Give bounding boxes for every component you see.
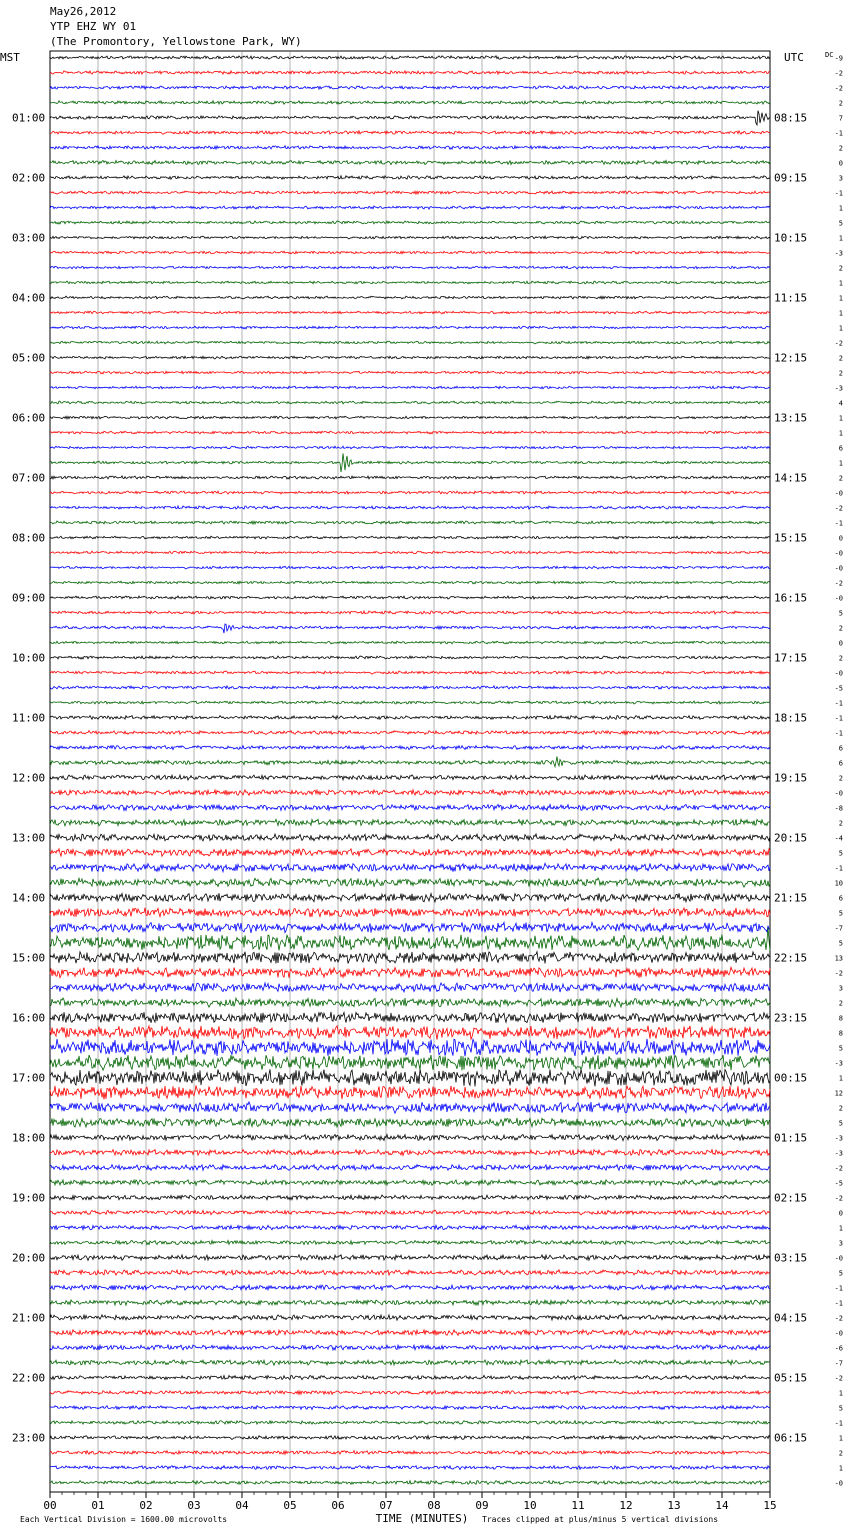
dc-label: DC [825, 51, 834, 59]
mst-hour-label: 16:00 [12, 1011, 46, 1025]
x-tick-label: 10 [523, 1499, 537, 1512]
dc-offset-value: 2 [838, 354, 843, 363]
seismic-trace [50, 1451, 770, 1455]
seismic-trace [50, 326, 770, 329]
seismic-trace [50, 1165, 770, 1171]
seismic-trace [50, 111, 770, 125]
dc-offset-value: -0 [834, 669, 843, 678]
dc-offset-value: 1 [838, 459, 843, 468]
dc-offset-value: 2 [838, 1104, 843, 1113]
x-tick-label: 14 [715, 1499, 729, 1512]
x-tick-label: 06 [331, 1499, 345, 1512]
seismic-trace [50, 624, 770, 633]
seismic-trace [50, 952, 770, 964]
seismic-trace [50, 371, 770, 374]
mst-hour-label: 06:00 [12, 411, 46, 425]
seismic-trace [50, 551, 770, 554]
mst-hour-label: 03:00 [12, 231, 46, 245]
x-tick-label: 04 [235, 1499, 249, 1512]
seismic-trace [50, 849, 770, 857]
x-tick-label: 09 [475, 1499, 489, 1512]
dc-offset-value: -2 [834, 1194, 843, 1203]
seismic-trace [50, 221, 770, 224]
dc-offset-value: 4 [838, 399, 843, 408]
seismic-trace [50, 998, 770, 1007]
seismic-trace [50, 453, 770, 472]
station-label: YTP EHZ WY 01 [50, 20, 137, 33]
dc-offset-value: -1 [834, 1299, 843, 1308]
seismic-trace [50, 1086, 770, 1100]
dc-offset-value: -1 [834, 129, 843, 138]
dc-offset-value: 1 [838, 429, 843, 438]
x-tick-label: 00 [43, 1499, 57, 1512]
utc-hour-label: 02:15 [774, 1191, 808, 1205]
mst-hour-label: 20:00 [12, 1251, 46, 1265]
x-tick-label: 02 [139, 1499, 153, 1512]
seismic-trace [50, 521, 770, 524]
mst-hour-label: 01:00 [12, 111, 46, 125]
seismic-trace [50, 536, 770, 539]
seismic-trace [50, 1375, 770, 1379]
dc-offset-value: -0 [834, 789, 843, 798]
dc-offset-value: -6 [834, 1344, 843, 1353]
location-label: (The Promontory, Yellowstone Park, WY) [50, 35, 302, 48]
utc-hour-label: 22:15 [774, 951, 808, 965]
seismic-trace [50, 983, 770, 992]
seismic-trace [50, 967, 770, 978]
dc-offset-value: -5 [834, 684, 843, 693]
dc-offset-value: 5 [838, 909, 843, 918]
seismic-trace [50, 206, 770, 209]
utc-hour-label: 08:15 [774, 111, 808, 125]
seismic-trace [50, 1391, 770, 1395]
utc-hour-label: 01:15 [774, 1131, 808, 1145]
x-tick-label: 03 [187, 1499, 201, 1512]
utc-hour-label: 10:15 [774, 231, 808, 245]
seismic-trace [50, 1466, 770, 1470]
seismic-trace [50, 131, 770, 135]
seismic-trace [50, 790, 770, 796]
utc-hour-label: 03:15 [774, 1251, 808, 1265]
dc-offset-value: 8 [838, 1029, 843, 1038]
utc-hour-label: 06:15 [774, 1431, 808, 1445]
seismic-trace [50, 86, 770, 89]
dc-offset-value: -1 [834, 729, 843, 738]
dc-offset-value: 2 [838, 819, 843, 828]
seismic-trace [50, 863, 770, 872]
seismic-trace [50, 581, 770, 584]
seismic-trace [50, 56, 770, 59]
dc-offset-value: -0 [834, 549, 843, 558]
seismic-trace [50, 922, 770, 933]
mst-hour-label: 19:00 [12, 1191, 46, 1205]
utc-hour-label: 23:15 [774, 1011, 808, 1025]
dc-offset-value: 2 [838, 999, 843, 1008]
mst-hour-label: 12:00 [12, 771, 46, 785]
dc-offset-value: 0 [838, 639, 843, 648]
utc-hour-label: 11:15 [774, 291, 808, 305]
dc-offset-value: -0 [834, 489, 843, 498]
mst-hour-label: 15:00 [12, 951, 46, 965]
dc-offset-value: -1 [834, 519, 843, 528]
dc-offset-value: 1 [838, 414, 843, 423]
seismic-trace [50, 236, 770, 239]
utc-hour-label: 13:15 [774, 411, 808, 425]
seismic-trace [50, 416, 770, 419]
mst-hour-label: 17:00 [12, 1071, 46, 1085]
dc-offset-value: 2 [838, 264, 843, 273]
dc-offset-value: 2 [838, 654, 843, 663]
dc-offset-value: -2 [834, 339, 843, 348]
dc-offset-value: 6 [838, 744, 843, 753]
dc-offset-value: -2 [834, 1374, 843, 1383]
seismic-trace [50, 1225, 770, 1230]
utc-hour-label: 17:15 [774, 651, 808, 665]
dc-offset-value: -1 [834, 699, 843, 708]
dc-offset-value: 1 [838, 294, 843, 303]
x-tick-label: 07 [379, 1499, 393, 1512]
dc-offset-value: -2 [834, 969, 843, 978]
seismic-trace [50, 356, 770, 359]
seismic-trace [50, 834, 770, 841]
seismic-trace [50, 1210, 770, 1215]
utc-hour-label: 09:15 [774, 171, 808, 185]
dc-offset-value: 1 [838, 279, 843, 288]
dc-offset-value: -3 [834, 249, 843, 258]
seismic-trace [50, 311, 770, 314]
mst-hour-label: 07:00 [12, 471, 46, 485]
left-axis-label: MST [0, 51, 20, 64]
mst-hour-label: 05:00 [12, 351, 46, 365]
dc-offset-value: 5 [838, 939, 843, 948]
dc-offset-value: 0 [838, 534, 843, 543]
dc-offset-value: 13 [834, 954, 843, 963]
seismic-trace [50, 641, 770, 644]
date-label: May26,2012 [50, 5, 117, 18]
division-note: Each Vertical Division = 1600.00 microvolts [20, 1515, 228, 1524]
dc-offset-value: 1 [838, 1224, 843, 1233]
utc-hour-label: 16:15 [774, 591, 808, 605]
dc-offset-value: -3 [834, 1134, 843, 1143]
seismic-trace [50, 446, 770, 449]
dc-offset-value: 3 [838, 1239, 843, 1248]
dc-offset-value: 1 [838, 1074, 843, 1083]
dc-offset-value: 7 [838, 114, 843, 123]
dc-offset-value: 1 [838, 324, 843, 333]
x-tick-label: 13 [667, 1499, 681, 1512]
seismic-trace [50, 1102, 770, 1113]
dc-offset-value: 5 [838, 1119, 843, 1128]
seismic-trace [50, 146, 770, 150]
utc-hour-label: 14:15 [774, 471, 808, 485]
mst-hour-label: 18:00 [12, 1131, 46, 1145]
x-tick-label: 05 [283, 1499, 297, 1512]
seismic-trace [50, 1150, 770, 1156]
dc-offset-value: 1 [838, 1434, 843, 1443]
dc-offset-value: -0 [834, 1254, 843, 1263]
seismic-trace [50, 566, 770, 569]
seismic-trace [50, 775, 770, 780]
seismic-trace [50, 1406, 770, 1410]
mst-hour-label: 11:00 [12, 711, 46, 725]
seismic-trace [50, 878, 770, 887]
utc-hour-label: 15:15 [774, 531, 808, 545]
utc-hour-label: 20:15 [774, 831, 808, 845]
dc-offset-value: 2 [838, 474, 843, 483]
dc-offset-value: -2 [834, 1164, 843, 1173]
dc-offset-value: -1 [834, 1419, 843, 1428]
clip-note: Traces clipped at plus/minus 5 vertical divisions [482, 1515, 719, 1524]
dc-offset-value: 1 [838, 204, 843, 213]
seismic-trace [50, 1330, 770, 1336]
seismic-trace [50, 1055, 770, 1071]
seismic-trace [50, 341, 770, 344]
seismic-trace [50, 1118, 770, 1127]
utc-hour-label: 05:15 [774, 1371, 808, 1385]
dc-offset-value: 1 [838, 234, 843, 243]
dc-offset-value: -1 [834, 189, 843, 198]
seismic-trace [50, 251, 770, 254]
utc-hour-label: 21:15 [774, 891, 808, 905]
x-tick-label: 15 [763, 1499, 777, 1512]
seismic-trace [50, 1135, 770, 1141]
seismic-trace [50, 1315, 770, 1321]
utc-hour-label: 18:15 [774, 711, 808, 725]
x-tick-label: 11 [571, 1499, 585, 1512]
seismic-trace [50, 1240, 770, 1244]
seismic-trace [50, 1255, 770, 1261]
dc-offset-value: 5 [838, 1269, 843, 1278]
seismic-trace [50, 656, 770, 659]
dc-offset-value: 8 [838, 1014, 843, 1023]
x-tick-label: 12 [619, 1499, 633, 1512]
dc-offset-value: -2 [834, 1314, 843, 1323]
seismic-trace [50, 928, 770, 951]
seismic-trace [50, 756, 770, 766]
dc-offset-value: -5 [834, 1179, 843, 1188]
dc-offset-value: -2 [834, 84, 843, 93]
seismic-trace [50, 401, 770, 404]
mst-hour-label: 23:00 [12, 1431, 46, 1445]
mst-hour-label: 21:00 [12, 1311, 46, 1325]
dc-offset-value: -7 [834, 924, 843, 933]
dc-offset-value: -7 [834, 1359, 843, 1368]
dc-offset-value: 0 [838, 159, 843, 168]
seismic-trace [50, 1026, 770, 1040]
seismic-trace [50, 1436, 770, 1440]
x-tick-label: 01 [91, 1499, 105, 1512]
seismic-trace [50, 1360, 770, 1365]
seismic-trace [50, 1300, 770, 1305]
seismic-trace [50, 266, 770, 269]
seismic-trace [50, 746, 770, 750]
utc-hour-label: 00:15 [774, 1071, 808, 1085]
mst-hour-label: 14:00 [12, 891, 46, 905]
dc-offset-value: -8 [834, 804, 843, 813]
x-tick-label: 08 [427, 1499, 441, 1512]
dc-offset-value: -9 [834, 54, 843, 63]
mst-hour-label: 10:00 [12, 651, 46, 665]
seismic-trace [50, 671, 770, 674]
seismic-trace [50, 476, 770, 479]
dc-offset-value: -2 [834, 69, 843, 78]
dc-offset-value: 12 [834, 1089, 843, 1098]
x-axis-title: TIME (MINUTES) [375, 1512, 469, 1525]
seismic-trace [50, 1285, 770, 1290]
dc-offset-value: 6 [838, 759, 843, 768]
seismic-trace [50, 686, 770, 689]
seismic-trace [50, 1481, 770, 1485]
dc-offset-value: 5 [838, 849, 843, 858]
seismic-trace [50, 701, 770, 704]
seismic-trace [50, 611, 770, 614]
dc-offset-value: 2 [838, 144, 843, 153]
dc-offset-value: 2 [838, 1449, 843, 1458]
dc-offset-value: 2 [838, 369, 843, 378]
utc-hour-label: 04:15 [774, 1311, 808, 1325]
seismic-trace [50, 1012, 770, 1023]
dc-offset-value: 1 [838, 1464, 843, 1473]
dc-offset-value: -4 [834, 834, 843, 843]
dc-offset-value: 5 [838, 609, 843, 618]
seismic-trace [50, 1195, 770, 1200]
dc-offset-value: -0 [834, 594, 843, 603]
dc-offset-value: -0 [834, 1329, 843, 1338]
seismic-trace [50, 1421, 770, 1425]
dc-offset-value: 5 [838, 1404, 843, 1413]
seismic-trace [50, 176, 770, 179]
seismic-trace [50, 296, 770, 299]
seismic-trace [50, 281, 770, 284]
mst-hour-label: 22:00 [12, 1371, 46, 1385]
dc-offset-value: 5 [838, 1044, 843, 1053]
seismic-trace [50, 805, 770, 811]
seismic-trace [50, 596, 770, 599]
dc-offset-value: -0 [834, 1479, 843, 1488]
dc-offset-value: 6 [838, 894, 843, 903]
right-axis-label: UTC [784, 51, 804, 64]
seismic-trace [50, 71, 770, 75]
seismic-trace [50, 1345, 770, 1350]
seismic-trace [50, 1270, 770, 1275]
dc-offset-value: 5 [838, 219, 843, 228]
dc-offset-value: 2 [838, 99, 843, 108]
seismic-trace [50, 386, 770, 389]
dc-offset-value: -1 [834, 864, 843, 873]
seismic-trace [50, 191, 770, 194]
dc-offset-value: -3 [834, 384, 843, 393]
utc-hour-label: 12:15 [774, 351, 808, 365]
dc-offset-value: 6 [838, 444, 843, 453]
utc-hour-label: 19:15 [774, 771, 808, 785]
seismic-trace [50, 506, 770, 509]
dc-offset-value: -3 [834, 1149, 843, 1158]
dc-offset-value: -3 [834, 1059, 843, 1068]
dc-offset-value: 2 [838, 774, 843, 783]
mst-hour-label: 02:00 [12, 171, 46, 185]
dc-offset-value: 10 [834, 879, 843, 888]
seismic-trace [50, 101, 770, 104]
mst-hour-label: 04:00 [12, 291, 46, 305]
dc-offset-value: 3 [838, 984, 843, 993]
dc-offset-value: -0 [834, 564, 843, 573]
dc-offset-value: -2 [834, 579, 843, 588]
seismic-trace [50, 893, 770, 902]
seismic-trace [50, 1180, 770, 1186]
dc-offset-value: 1 [838, 1389, 843, 1398]
seismic-trace [50, 1069, 770, 1086]
dc-offset-value: -2 [834, 504, 843, 513]
seismic-trace [50, 1039, 770, 1056]
mst-hour-label: 08:00 [12, 531, 46, 545]
dc-offset-value: 1 [838, 309, 843, 318]
seismic-trace [50, 431, 770, 434]
dc-offset-value: 0 [838, 1209, 843, 1218]
seismic-trace [50, 491, 770, 494]
seismic-trace [50, 908, 770, 917]
seismic-trace [50, 731, 770, 735]
seismic-trace [50, 716, 770, 720]
dc-offset-value: 3 [838, 174, 843, 183]
seismic-trace [50, 819, 770, 826]
mst-hour-label: 13:00 [12, 831, 46, 845]
seismic-trace [50, 160, 770, 164]
dc-offset-value: -1 [834, 1284, 843, 1293]
mst-hour-label: 09:00 [12, 591, 46, 605]
dc-offset-value: 2 [838, 624, 843, 633]
dc-offset-value: -1 [834, 714, 843, 723]
